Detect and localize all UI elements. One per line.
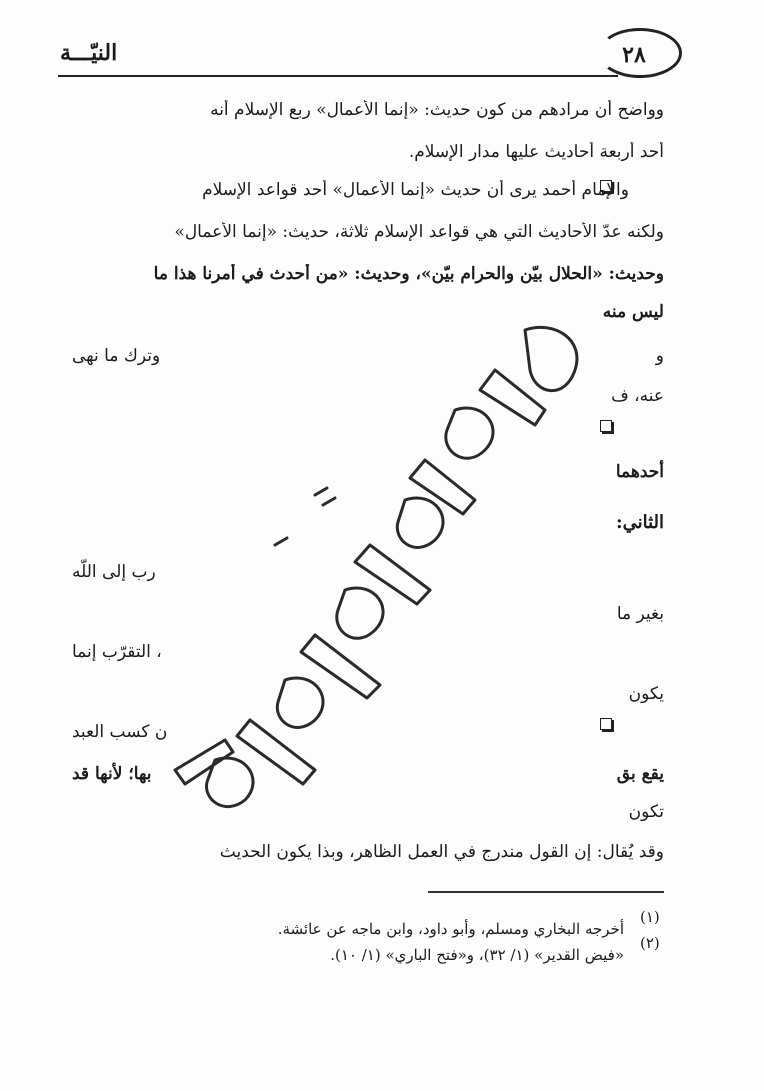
body-line-11: الثاني: [615,512,664,533]
page-number: ٢٨ [622,42,646,68]
body-line-13: بغير ما [616,604,664,624]
body-line-17-right: يقع بق [616,764,664,784]
footnote-number: (٢) [640,934,660,952]
body-line-1: وواضح أن مرادهم من كون حديث: «إنما الأعمال» ربع الإسلام أنه [210,100,664,120]
body-line-12-left: رب إلى اللّه [72,562,156,582]
body-line-2: أحد أربعة أحاديث عليها مدار الإسلام. [408,142,664,162]
body-line-16-left: ن كسب العبد [72,722,168,742]
running-header-title: النيّـــة [60,40,118,66]
body-line-5: وحديث: «الحلال بيّن والحرام بيّن»، وحديث: «من أحدث في أمرنا هذا ما [153,264,664,284]
body-line-14-left: ، التقرّب إنما [72,642,162,662]
body-line-10: أحدهما [615,462,664,482]
footnote-text: أخرجه البخاري ومسلم، وأبو داود، وابن ماجه عن عائشة. [277,920,624,938]
footnote-text: «فيض القدير» (١/ ٣٢)، و«فتح الباري» (١/ ١٠). [330,946,624,964]
footnote-rule [428,891,664,893]
header-rule [58,75,618,77]
body-line-19: وقد يُقال: إن القول مندرج في العمل الظاهر، وبذا يكون الحديث [219,842,664,862]
body-line-7-right: و [655,346,664,366]
body-line-7-left: وترك ما نهى [72,346,161,366]
footnote-number: (١) [640,908,660,926]
body-line-6: ليس منه [602,302,664,322]
body-line-8: عنه، ف [611,386,664,406]
body-line-3: والإمام أحمد يرى أن حديث «إنما الأعمال» أحد قواعد الإسلام [202,180,629,200]
body-line-15: يكون [628,684,664,704]
body-line-17-left: بها؛ لأنها قد [72,764,152,784]
watermark-calligraphy [155,300,615,820]
body-line-18: تكون [628,802,664,822]
body-line-4: ولكنه عدّ الأحاديث التي هي قواعد الإسلام ثلاثة، حديث: «إنما الأعمال» [174,222,664,242]
